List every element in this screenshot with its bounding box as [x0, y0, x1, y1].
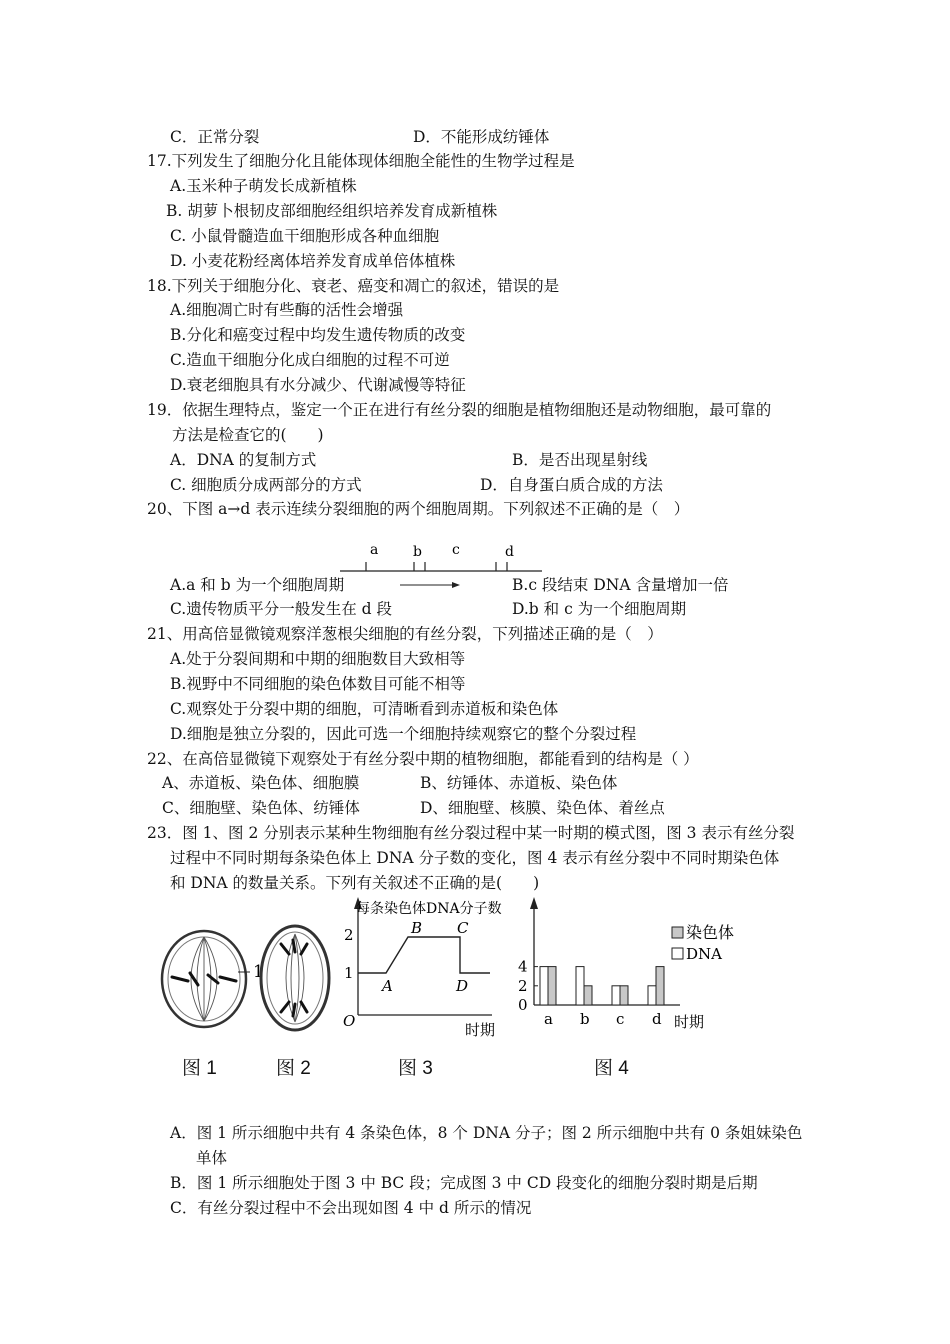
q20-option-a: A.a 和 b 为一个细胞周期: [170, 576, 345, 594]
arrow-head-icon: [452, 582, 460, 588]
category-label-c: c: [616, 1010, 625, 1028]
q22-option-d: D、细胞壁、核膜、染色体、着丝点: [420, 799, 665, 817]
segment-label-b: b: [413, 544, 422, 560]
bar-d-dna: [648, 986, 656, 1005]
category-label-b: b: [580, 1010, 590, 1028]
q18-option-d: D.衰老细胞具有水分减少、代谢减慢等特征: [170, 376, 466, 394]
q21-option-a: A.处于分裂间期和中期的细胞数目大致相等: [170, 650, 466, 668]
bar-c-dna: [612, 986, 620, 1005]
y-tick-4: 4: [518, 957, 528, 976]
figure-1-metaphase-cell: [158, 925, 270, 1035]
legend-dna-swatch: [672, 948, 683, 959]
bar-d-chromosome: [656, 967, 664, 1005]
q22-option-a: A、赤道板、染色体、细胞膜: [162, 774, 360, 792]
segment-label-d: d: [505, 544, 514, 560]
chromosomes: [281, 940, 307, 1016]
q17-option-c: C. 小鼠骨髓造血干细胞形成各种血细胞: [170, 227, 440, 245]
x-axis-label: 时期: [674, 1013, 705, 1031]
figure-1-marker: 1: [253, 962, 264, 982]
q17-option-a: A.玉米种子萌发长成新植株: [170, 177, 357, 195]
figure-2-anaphase-cell: [255, 920, 337, 1038]
figure-4-caption: 图 4: [594, 1058, 629, 1079]
x-axis-label: 时期: [465, 1021, 496, 1039]
q17-option-d: D. 小麦花粉经离体培养发育成单倍体植株: [170, 252, 456, 270]
segment-label-c: c: [452, 542, 460, 558]
q19-option-c: C. 细胞质分成两部分的方式: [170, 476, 362, 494]
q18-option-c: C.造血干细胞分化成白细胞的过程不可逆: [170, 351, 450, 369]
figure-3-caption: 图 3: [398, 1058, 433, 1079]
point-a-label: A: [382, 977, 393, 995]
y-axis-label: 每条染色体DNA分子数: [356, 901, 502, 917]
q19-stem-line2: 方法是检查它的( ): [172, 426, 324, 444]
q21-stem: 21、用高倍显微镜观察洋葱根尖细胞的有丝分裂，下列描述正确的是（ ）: [147, 625, 663, 643]
q21-option-d: D.细胞是独立分裂的，因此可选一个细胞持续观察它的整个分裂过程: [170, 725, 637, 743]
origin-label: O: [343, 1012, 356, 1030]
q18-option-a: A.细胞凋亡时有些酶的活性会增强: [170, 301, 404, 319]
bar-c-chromosome: [620, 986, 628, 1005]
bar-a-dna: [540, 967, 548, 1005]
bar-a-chromosome: [548, 967, 556, 1005]
q19-option-a: A．DNA 的复制方式: [170, 451, 317, 469]
dna-content-line: [358, 937, 490, 973]
y-tick-0: 0: [518, 996, 528, 1014]
category-label-d: d: [652, 1010, 662, 1028]
q22-option-c: C、细胞壁、染色体、纺锤体: [162, 799, 360, 817]
q22-option-b: B、纺锤体、赤道板、染色体: [420, 774, 618, 792]
q23-stem-line2: 过程中不同时期每条染色体上 DNA 分子数的变化，图 4 表示有丝分裂中不同时期染色体: [170, 849, 780, 867]
bar-b-chromosome: [584, 986, 592, 1005]
q17-stem: 17.下列发生了细胞分化且能体现体细胞全能性的生物学过程是: [147, 152, 575, 170]
q16-option-c: C．正常分裂: [170, 128, 260, 146]
segment-label-a: a: [370, 542, 379, 558]
q20-option-c: C.遗传物质平分一般发生在 d 段: [170, 600, 393, 618]
q18-option-b: B.分化和癌变过程中均发生遗传物质的改变: [170, 326, 466, 344]
q17-option-b: B. 胡萝卜根韧皮部细胞经组织培养发育成新植株: [166, 202, 498, 220]
q18-stem: 18.下列关于细胞分化、衰老、癌变和凋亡的叙述，错误的是: [147, 277, 560, 295]
y-tick-2: 2: [518, 976, 528, 995]
q20-stem: 20、下图 a→d 表示连续分裂细胞的两个细胞周期。下列叙述不正确的是（ ）: [147, 500, 690, 518]
bar-b-dna: [576, 967, 584, 1005]
q20-option-b: B.c 段结束 DNA 含量增加一倍: [512, 576, 729, 594]
point-b-label: B: [411, 919, 423, 937]
q23-stem-line3: 和 DNA 的数量关系。下列有关叙述不正确的是( ): [170, 874, 540, 892]
q22-stem: 22、在高倍显微镜下观察处于有丝分裂中期的植物细胞，都能看到的结构是（ ）: [147, 750, 699, 768]
q23-option-b: B．图 1 所示细胞处于图 3 中 BC 段；完成图 3 中 CD 段变化的细胞分裂时期是后期: [170, 1174, 758, 1192]
category-label-a: a: [544, 1010, 553, 1028]
figure-2-caption: 图 2: [276, 1058, 311, 1079]
q20-option-d: D.b 和 c 为一个细胞周期: [512, 600, 687, 618]
point-d-label: D: [456, 977, 469, 995]
q21-option-c: C.观察处于分裂中期的细胞，可清晰看到赤道板和染色体: [170, 700, 559, 718]
q23-option-a-line1: A．图 1 所示细胞中共有 4 条染色体，8 个 DNA 分子；图 2 所示细胞中共有 0 条姐妹染色: [170, 1124, 803, 1142]
q23-option-a-line2: 单体: [196, 1149, 228, 1167]
q23-option-c: C．有丝分裂过程中不会出现如图 4 中 d 所示的情况: [170, 1199, 532, 1217]
cell-outline: [261, 926, 329, 1030]
legend-chromosome-swatch: [672, 927, 683, 938]
legend-chromosome-label: 染色体: [686, 923, 735, 942]
figure-3-dna-per-chromosome-graph: [338, 893, 503, 1043]
q23-stem-line1: 23．图 1、图 2 分别表示某种生物细胞有丝分裂过程中某一时期的模式图，图 3 表示有丝分裂: [147, 824, 795, 842]
legend-dna-label: DNA: [686, 945, 722, 963]
q16-option-d: D．不能形成纺锤体: [413, 128, 550, 146]
q21-option-b: B.视野中不同细胞的染色体数目可能不相等: [170, 675, 466, 693]
q19-stem-line1: 19．依据生理特点，鉴定一个正在进行有丝分裂的细胞是植物细胞还是动物细胞，最可靠的: [147, 401, 772, 419]
figure-1-caption: 图 1: [182, 1058, 217, 1079]
figure-4-bar-chart: [510, 893, 750, 1043]
y-axis-arrow-icon: [530, 897, 538, 909]
y-tick-1: 1: [344, 964, 354, 982]
q19-option-d: D．自身蛋白质合成的方法: [480, 476, 663, 494]
y-tick-2: 2: [344, 926, 354, 944]
point-c-label: C: [457, 919, 469, 937]
q19-option-b: B．是否出现星射线: [512, 451, 648, 469]
